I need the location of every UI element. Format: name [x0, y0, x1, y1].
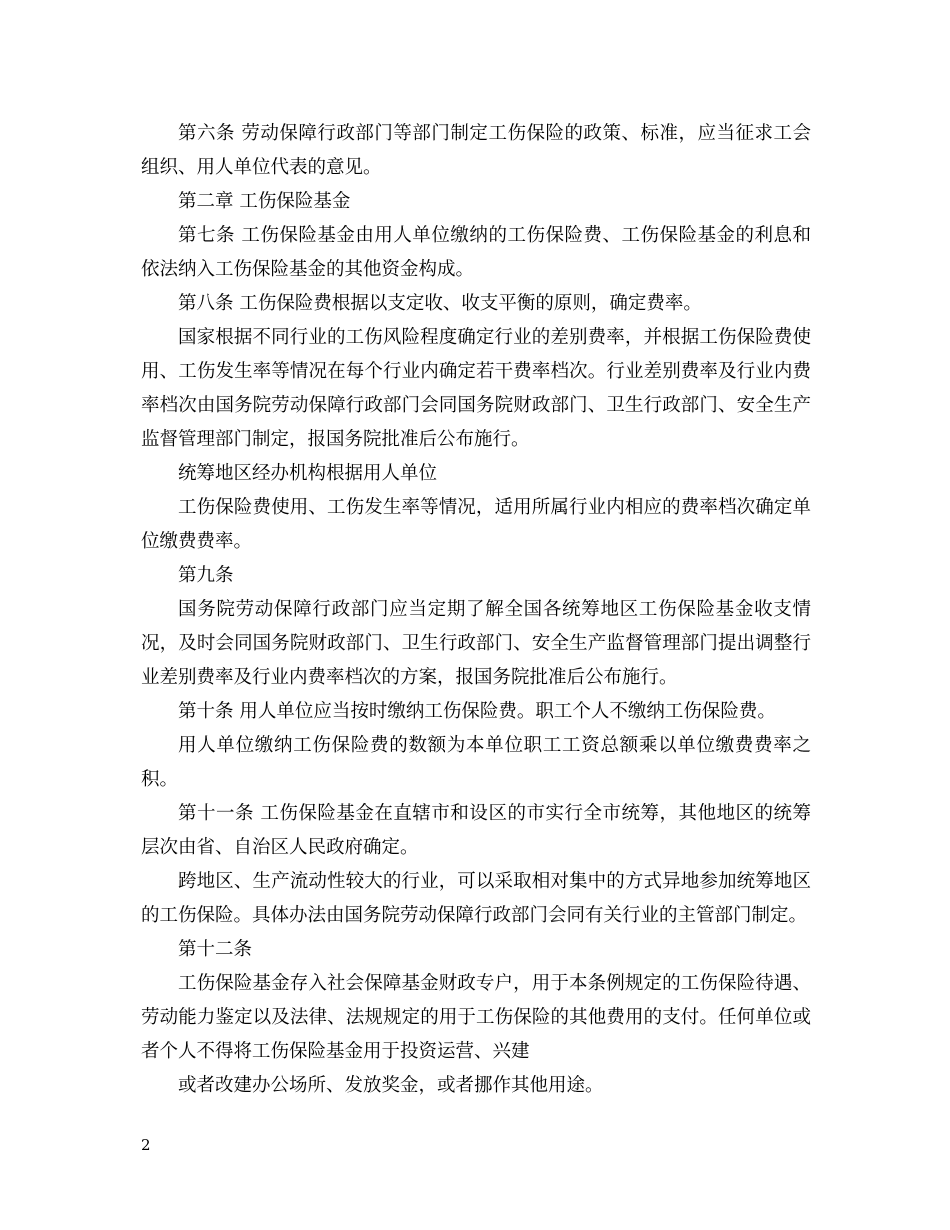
- article-12-heading: 第十二条: [178, 939, 253, 960]
- article-9-heading: 第九条: [178, 565, 234, 586]
- paragraph-article-12-continued: 或者改建办公场所、发放奖金，或者挪作其他用途。: [178, 1075, 604, 1096]
- paragraph-article-11-cross-region: 跨地区、生产流动性较大的行业，可以采取相对集中的方式异地参加统筹地区的工伤保险。具体办法由国务院劳动保障行政部门会同有关行业的主管部门制定。: [141, 871, 811, 926]
- paragraph-article-8-unit-rate: 工伤保险费使用、工伤发生率等情况，适用所属行业内相应的费率档次确定单位缴费费率。: [141, 497, 811, 552]
- paragraph-article-8-agency: 统筹地区经办机构根据用人单位: [178, 463, 438, 484]
- paragraph-article-10: 第十条 用人单位应当按时缴纳工伤保险费。职工个人不缴纳工伤保险费。: [178, 701, 776, 722]
- document-body: [141, 117, 811, 1103]
- paragraph-article-7: 第七条 工伤保险基金由用人单位缴纳的工伤保险费、工伤保险基金的利息和依法纳入工伤保险基金的其他资金构成。: [141, 225, 811, 280]
- paragraph-article-11: 第十一条 工伤保险基金在直辖市和设区的市实行全市统筹，其他地区的统筹层次由省、自治区人民政府确定。: [141, 803, 811, 858]
- paragraph-article-10-amount: 用人单位缴纳工伤保险费的数额为本单位职工工资总额乘以单位缴费费率之积。: [141, 735, 811, 790]
- paragraph-article-6: 第六条 劳动保障行政部门等部门制定工伤保险的政策、标准，应当征求工会组织、用人单位代表的意见。: [141, 123, 811, 178]
- chapter-heading-2: 第二章 工伤保险基金: [178, 191, 351, 212]
- paragraph-article-9: 国务院劳动保障行政部门应当定期了解全国各统筹地区工伤保险基金收支情况，及时会同国务院财政部门、卫生行政部门、安全生产监督管理部门提出调整行业差别费率及行业内费率档次的方案，报国务院批准后公布施行。: [141, 599, 811, 688]
- page-number: 2: [141, 1136, 151, 1154]
- paragraph-article-8: 第八条 工伤保险费根据以支定收、收支平衡的原则，确定费率。: [178, 293, 702, 314]
- paragraph-article-8-rates: 国家根据不同行业的工伤风险程度确定行业的差别费率，并根据工伤保险费使用、工伤发生率等情况在每个行业内确定若干费率档次。行业差别费率及行业内费率档次由国务院劳动保障行政部门会同国务院财政部门、卫生行政部门、安全生产监督管理部门制定，报国务院批准后公布施行。: [141, 327, 811, 450]
- paragraph-article-12: 工伤保险基金存入社会保障基金财政专户，用于本条例规定的工伤保险待遇、劳动能力鉴定以及法律、法规规定的用于工伤保险的其他费用的支付。任何单位或者个人不得将工伤保险基金用于投资运营、兴建: [141, 973, 811, 1062]
